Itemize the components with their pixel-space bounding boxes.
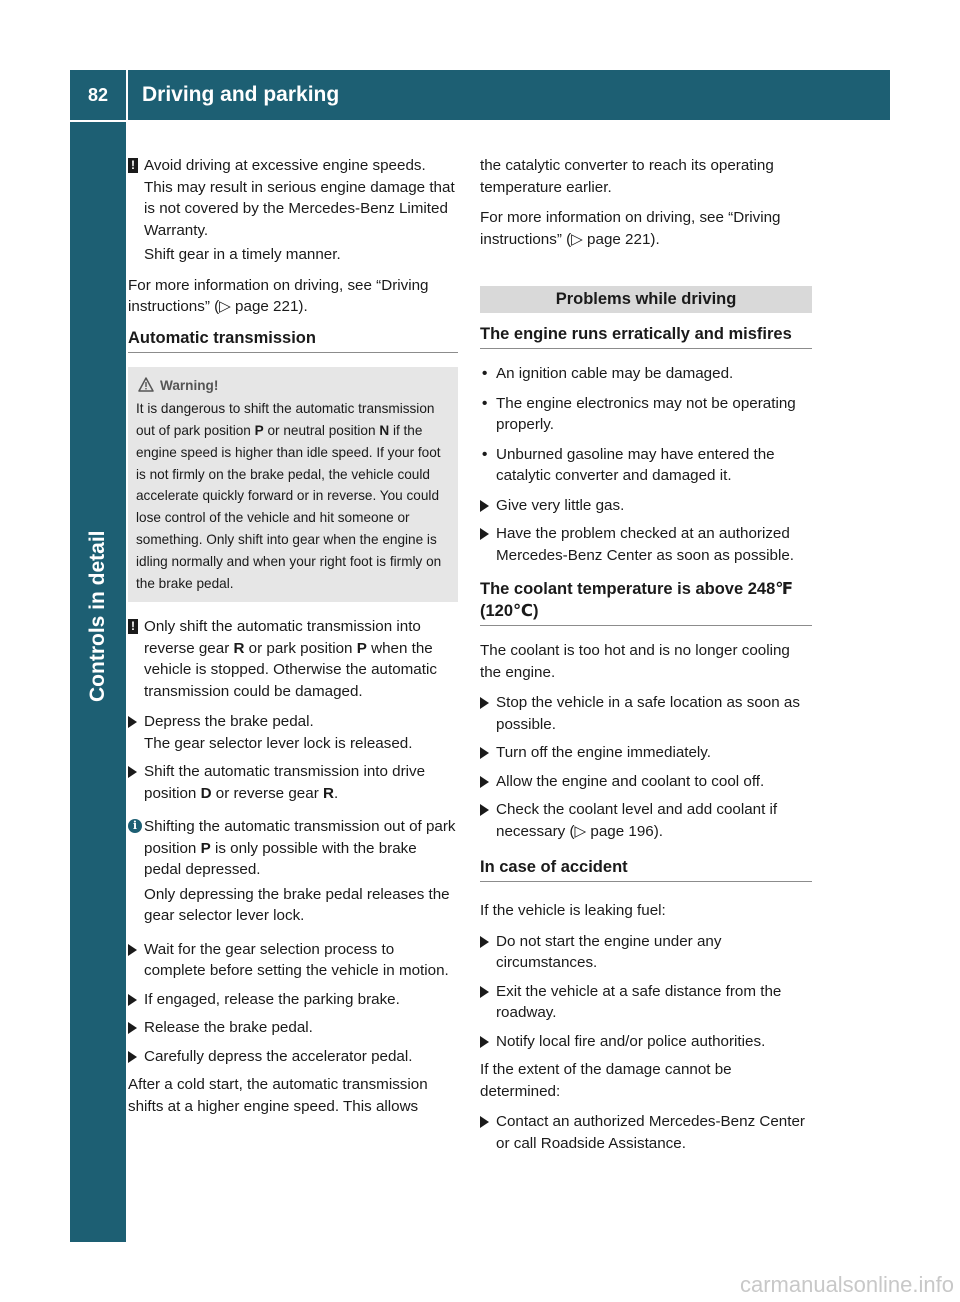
caution-note	[128, 155, 458, 266]
bullet-dot-icon: •	[482, 394, 488, 412]
instruction-step: Give very little gas.	[480, 495, 812, 517]
instruction-step: Exit the vehicle at a safe distance from the roadway.	[480, 981, 812, 1024]
instruction-step: Check the coolant level and add coolant if necessary (▷ page 196).	[480, 799, 812, 842]
left-column	[128, 155, 458, 1126]
section-heading-coolant-temperature: The coolant temperature is above 248℉ (120℃)	[480, 578, 812, 626]
arrow-right-icon	[480, 804, 489, 816]
caution-text: Avoid driving at excessive engine speeds. This may result in serious engine damage that is not covered by the Mercedes-Benz Limited Warranty.	[144, 157, 455, 239]
instruction-step: Have the problem checked at an authorized Mercedes-Benz Center as soon as possible.	[480, 523, 812, 566]
section-heading-engine-misfires: The engine runs erratically and misfires	[480, 323, 812, 349]
right-column	[480, 155, 812, 1161]
step-result: The gear selector lever lock is released.	[144, 734, 413, 752]
paragraph: For more information on driving, see “Driving instructions” (▷ page 221).	[128, 276, 429, 315]
step-text: If engaged, release the parking brake.	[144, 990, 400, 1008]
info-icon: i	[128, 819, 142, 833]
bullet-item: • An ignition cable may be damaged.	[480, 363, 812, 385]
bullet-item: • Unburned gasoline may have entered the catalytic converter and damaged it.	[482, 445, 775, 484]
caution-subtext: Shift gear in a timely manner.	[144, 246, 341, 263]
instruction-step	[128, 1046, 458, 1068]
instruction-step	[128, 761, 458, 804]
warning-title	[136, 375, 450, 397]
warning-triangle-icon	[138, 377, 154, 392]
caution-note	[128, 616, 458, 702]
step-text: Depress the brake pedal.	[144, 713, 314, 731]
step-text: Wait for the gear selection process to complete before setting the vehicle in motion.	[144, 940, 449, 980]
arrow-right-icon	[480, 747, 489, 759]
instruction-step: Stop the vehicle in a safe location as soon as possible.	[480, 692, 812, 735]
paragraph: The coolant is too hot and is no longer cooling the engine.	[480, 642, 790, 681]
watermark-text: carmanualsonline.info	[739, 1272, 954, 1297]
arrow-right-icon	[128, 1051, 137, 1063]
arrow-right-icon	[480, 697, 489, 709]
instruction-step	[128, 1017, 458, 1039]
arrow-right-icon	[480, 986, 489, 998]
arrow-right-icon	[480, 528, 489, 540]
arrow-right-icon	[480, 776, 489, 788]
info-text: Shifting the automatic transmission out of park position P is only possible with the brake pedal depressed.	[144, 818, 456, 879]
arrow-right-icon	[480, 936, 489, 948]
paragraph: If the vehicle is leaking fuel:	[480, 902, 666, 919]
step-text: Carefully depress the accelerator pedal.	[144, 1047, 413, 1065]
page-title: Driving and parking	[142, 83, 340, 106]
instruction-step: Turn off the engine immediately.	[480, 742, 812, 764]
instruction-step	[128, 711, 458, 754]
exclamation-icon: !	[128, 619, 138, 634]
header-divider	[126, 70, 128, 120]
warning-text: It is dangerous to shift the automatic transmission out of park position P or neutral position N if the engine speed is higher than idle speed. If your foot is not firmly on the brake pedal, the vehicle could accelerate quickly forward or in reverse. You could lose control of the vehicle and hit someone or something. Only shift into gear when the engine is idling normally and when your right foot is firmly on the brake pedal.	[136, 401, 442, 591]
step-text: Shift the automatic transmission into drive position D or reverse gear R.	[144, 763, 426, 802]
warning-box	[128, 367, 458, 603]
bullet-dot-icon: •	[482, 365, 488, 382]
info-subtext: Only depressing the brake pedal releases the gear selector lever lock.	[144, 885, 450, 925]
caution-text: Only shift the automatic transmission into reverse gear R or park position P when the vehicle is stopped. Otherwise the automatic transmission could be damaged.	[144, 618, 437, 700]
side-tab-label: Controls in detail	[86, 530, 109, 702]
bullet-dot-icon: •	[482, 445, 488, 463]
section-heading-in-case-of-accident: In case of accident	[480, 856, 812, 882]
paragraph: If the extent of the damage cannot be determined:	[480, 1061, 732, 1100]
arrow-right-icon	[128, 716, 137, 728]
section-title-problems-while-driving: Problems while driving	[480, 286, 812, 313]
page-number: 82	[87, 85, 109, 105]
paragraph: the catalytic converter to reach its operating temperature earlier.	[480, 157, 774, 196]
arrow-right-icon	[480, 1116, 489, 1128]
instruction-step: Allow the engine and coolant to cool off.	[480, 771, 812, 793]
instruction-step: Notify local fire and/or police authorities.	[480, 1031, 812, 1053]
side-tab	[70, 122, 126, 1242]
arrow-right-icon	[480, 500, 489, 512]
step-text: Release the brake pedal.	[144, 1019, 313, 1037]
instruction-step	[128, 939, 458, 982]
exclamation-icon: !	[128, 158, 138, 173]
warning-title-text: Warning!	[160, 377, 219, 393]
info-note	[128, 816, 458, 927]
section-heading-automatic-transmission: Automatic transmission	[128, 327, 458, 353]
bullet-item: • The engine electronics may not be operating properly.	[482, 394, 796, 433]
instruction-step: Contact an authorized Mercedes-Benz Center or call Roadside Assistance.	[480, 1111, 812, 1154]
paragraph: After a cold start, the automatic transmission shifts at a higher engine speed. This allows	[128, 1076, 428, 1115]
arrow-right-icon	[128, 1022, 137, 1034]
instruction-step	[128, 989, 458, 1011]
page-header	[70, 70, 890, 120]
arrow-right-icon	[128, 944, 137, 956]
instruction-step: Do not start the engine under any circumstances.	[480, 931, 812, 974]
paragraph: For more information on driving, see “Driving instructions” (▷ page 221).	[480, 209, 781, 248]
arrow-right-icon	[128, 994, 137, 1006]
arrow-right-icon	[480, 1036, 489, 1048]
arrow-right-icon	[128, 766, 137, 778]
